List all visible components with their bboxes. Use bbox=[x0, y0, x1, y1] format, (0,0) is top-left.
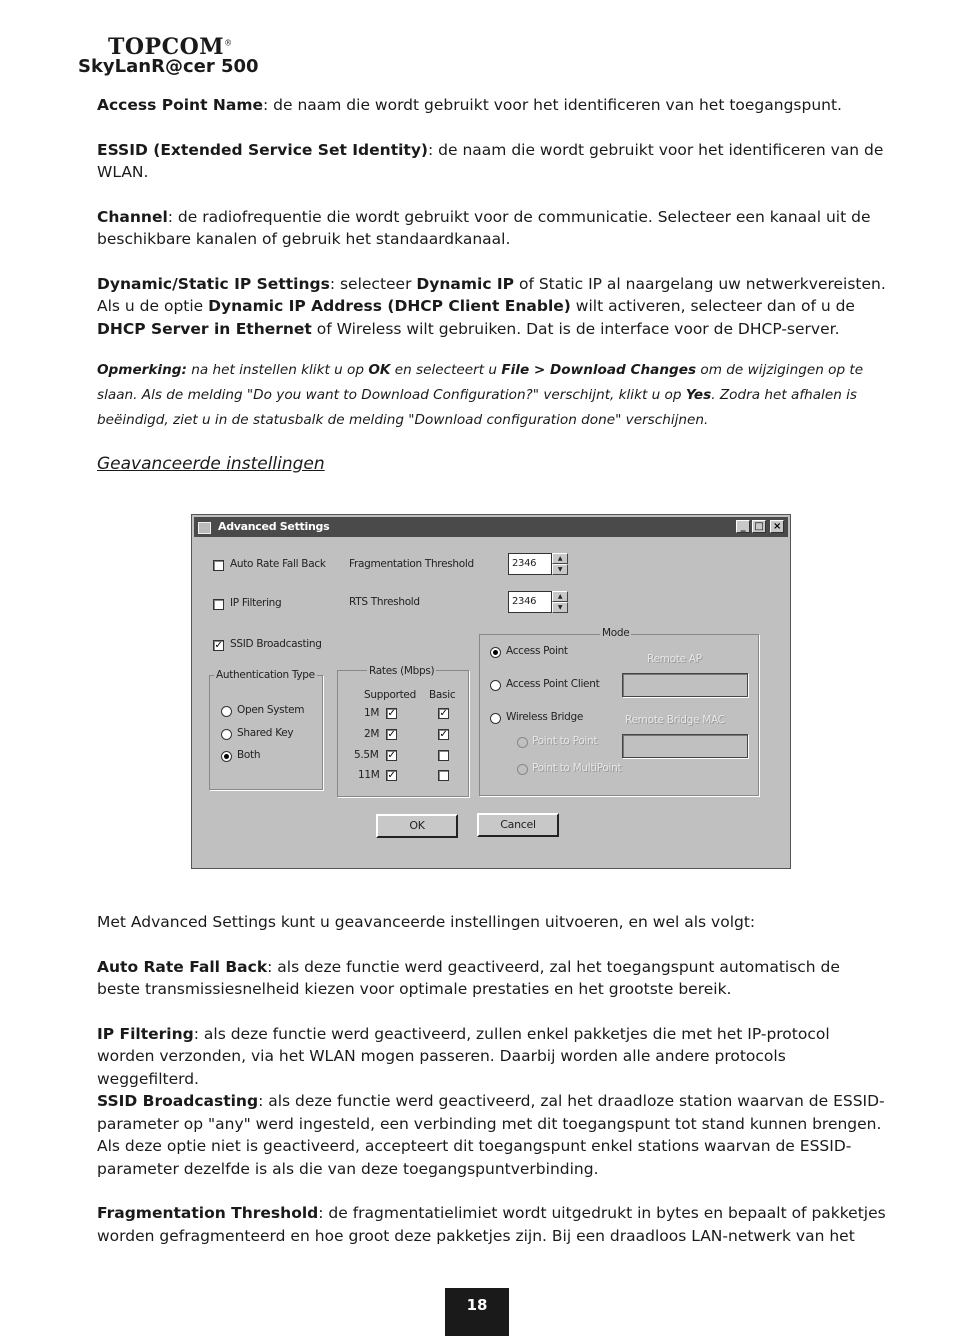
paragraph-access-point-name: Access Point Name: de naam die wordt gebruikt voor het identificeren van het toegangspunt. bbox=[97, 96, 842, 114]
page-number: 18 bbox=[445, 1288, 509, 1336]
rate-supported-checkbox[interactable]: ✓ bbox=[387, 729, 396, 740]
remote-ap-input[interactable] bbox=[622, 673, 748, 697]
trademark-symbol: ® bbox=[224, 38, 233, 48]
mode-access-point-radio[interactable] bbox=[490, 647, 501, 658]
authentication-title: Authentication Type bbox=[216, 669, 315, 681]
window-icon bbox=[198, 522, 211, 534]
mode-title: Mode bbox=[602, 627, 630, 639]
rate-basic-checkbox[interactable] bbox=[438, 770, 449, 781]
auth-shared-radio[interactable] bbox=[221, 729, 232, 740]
supported-header: Supported bbox=[364, 689, 416, 701]
remote-bridge-input[interactable] bbox=[622, 734, 748, 758]
mode-ap-client-radio[interactable] bbox=[490, 680, 501, 691]
point-to-multipoint-radio[interactable] bbox=[517, 764, 528, 775]
spin-up-icon[interactable]: ▲ bbox=[552, 553, 568, 564]
frag-threshold-label: Fragmentation Threshold bbox=[349, 558, 474, 570]
rate-basic-checkbox[interactable]: ✓ bbox=[439, 729, 448, 740]
rate-label: 11M bbox=[358, 769, 380, 781]
close-button[interactable]: × bbox=[770, 520, 784, 533]
paragraph-ip-filtering: IP Filtering: als deze functie werd geactiveerd, zullen enkel pakketjes die met het IP-protocol worden verzonden, via het WLAN mogen passeren. Daarbij worden alle andere protocols weggefilterd. bbox=[97, 1024, 830, 1088]
paragraph-fragmentation: Fragmentation Threshold: de fragmentatielimiet wordt uitgedrukt in bytes en bepaalt of pakketjes worden gefragmenteerd en hoe groot deze pakketjes zijn. Bij een draadloos LAN-netwerk van het bbox=[97, 1204, 886, 1245]
rate-supported-checkbox[interactable]: ✓ bbox=[387, 750, 396, 761]
paragraph-essid: ESSID (Extended Service Set Identity): de naam die wordt gebruikt voor het identificeren van de WLAN. bbox=[97, 140, 884, 181]
rates-title: Rates (Mbps) bbox=[369, 665, 435, 677]
point-to-point-radio[interactable] bbox=[517, 737, 528, 748]
auto-rate-checkbox[interactable] bbox=[213, 560, 224, 571]
paragraph-ip-settings: Dynamic/Static IP Settings: selecteer Dynamic IP of Static IP al naargelang uw netwerkvereisten. Als u de optie Dynamic IP Address (DHCP Client Enable) wilt activeren, selecteer dan of u de DHCP Server in Ethernet of Wireless wilt gebruiken. Dat is de interface voor de DHCP-server. bbox=[97, 274, 886, 338]
auth-both-radio[interactable] bbox=[221, 751, 232, 762]
minimize-button[interactable]: _ bbox=[736, 520, 750, 533]
spin-down-icon[interactable]: ▼ bbox=[552, 602, 568, 613]
product-name: SkyLanR@cer 500 bbox=[78, 56, 259, 77]
ok-button[interactable]: OK bbox=[376, 814, 458, 838]
rate-label: 2M bbox=[364, 728, 380, 740]
section-heading: Geavanceerde instellingen bbox=[97, 454, 325, 474]
dialog-titlebar bbox=[194, 517, 788, 537]
definitions-bottom bbox=[97, 911, 887, 1247]
mode-access-point-label: Access Point bbox=[506, 645, 568, 657]
auto-rate-label: Auto Rate Fall Back bbox=[230, 558, 326, 570]
rate-basic-checkbox[interactable]: ✓ bbox=[439, 708, 448, 719]
auth-open-label: Open System bbox=[237, 704, 305, 716]
ip-filtering-label: IP Filtering bbox=[230, 597, 282, 609]
spin-down-icon[interactable]: ▼ bbox=[552, 564, 568, 575]
rate-label: 5.5M bbox=[354, 749, 379, 761]
rate-label: 1M bbox=[364, 707, 380, 719]
rts-threshold-label: RTS Threshold bbox=[349, 596, 420, 608]
auth-both-label: Both bbox=[237, 749, 261, 761]
mode-wireless-bridge-radio[interactable] bbox=[490, 713, 501, 724]
ssid-broadcasting-checkbox[interactable]: ✓ bbox=[214, 640, 223, 651]
ssid-broadcasting-label: SSID Broadcasting bbox=[230, 638, 322, 650]
maximize-button[interactable]: □ bbox=[752, 520, 766, 533]
intro-paragraph: Met Advanced Settings kunt u geavanceerde instellingen uitvoeren, en wel als volgt: bbox=[97, 913, 756, 931]
remote-ap-label: Remote AP bbox=[647, 653, 702, 665]
rate-supported-checkbox[interactable]: ✓ bbox=[387, 708, 396, 719]
paragraph-ssid-broadcasting: SSID Broadcasting: als deze functie werd geactiveerd, zal het draadloze station waarvan de ESSID-parameter op "any" werd ingesteld, een verbinding met dit toegangspunt tot stand kunnen brengen. Als deze optie niet is geactiveerd, accepteert dit toegangspunt enkel stations waarvan de ESSID-parameter dezelfde is als die van deze toegangspuntverbinding. bbox=[97, 1092, 885, 1178]
ip-filtering-checkbox[interactable] bbox=[213, 599, 224, 610]
mode-ap-client-label: Access Point Client bbox=[506, 678, 600, 690]
mode-wireless-bridge-label: Wireless Bridge bbox=[506, 711, 583, 723]
basic-header: Basic bbox=[429, 689, 456, 701]
frag-threshold-input[interactable]: 2346 bbox=[508, 553, 552, 575]
paragraph-channel: Channel: de radiofrequentie die wordt gebruikt voor de communicatie. Selecteer een kanaal uit de beschikbare kanalen of gebruik het standaardkanaal. bbox=[97, 207, 871, 248]
point-to-multipoint-label: Point to MultiPoint bbox=[532, 762, 622, 774]
definitions-top bbox=[97, 94, 887, 476]
note-paragraph: Opmerking: na het instellen klikt u op OK en selecteert u File > Download Changes om de wijzigingen op te slaan. Als de melding "Do you want to Download Configuration?" verschijnt, klikt u op Yes. Zodra het afhalen is beëindigd, ziet u in de statusbalk de melding "Download configuration done" verschijnen. bbox=[97, 362, 864, 428]
rts-threshold-input[interactable]: 2346 bbox=[508, 591, 552, 613]
advanced-settings-dialog bbox=[191, 514, 791, 869]
spin-up-icon[interactable]: ▲ bbox=[552, 591, 568, 602]
dialog-title: Advanced Settings bbox=[218, 520, 330, 533]
point-to-point-label: Point to Point bbox=[532, 735, 598, 747]
rate-supported-checkbox[interactable]: ✓ bbox=[387, 770, 396, 781]
cancel-button[interactable]: Cancel bbox=[477, 813, 559, 837]
auth-shared-label: Shared Key bbox=[237, 727, 294, 739]
remote-bridge-label: Remote Bridge MAC bbox=[625, 714, 725, 726]
rate-basic-checkbox[interactable] bbox=[438, 750, 449, 761]
auth-open-radio[interactable] bbox=[221, 706, 232, 717]
brand-name: TOPCOM bbox=[108, 34, 225, 60]
paragraph-auto-rate: Auto Rate Fall Back: als deze functie werd geactiveerd, zal het toegangspunt automatisch de beste transmissiesnelheid kiezen voor optimale prestaties en het grootste bereik. bbox=[97, 957, 840, 998]
